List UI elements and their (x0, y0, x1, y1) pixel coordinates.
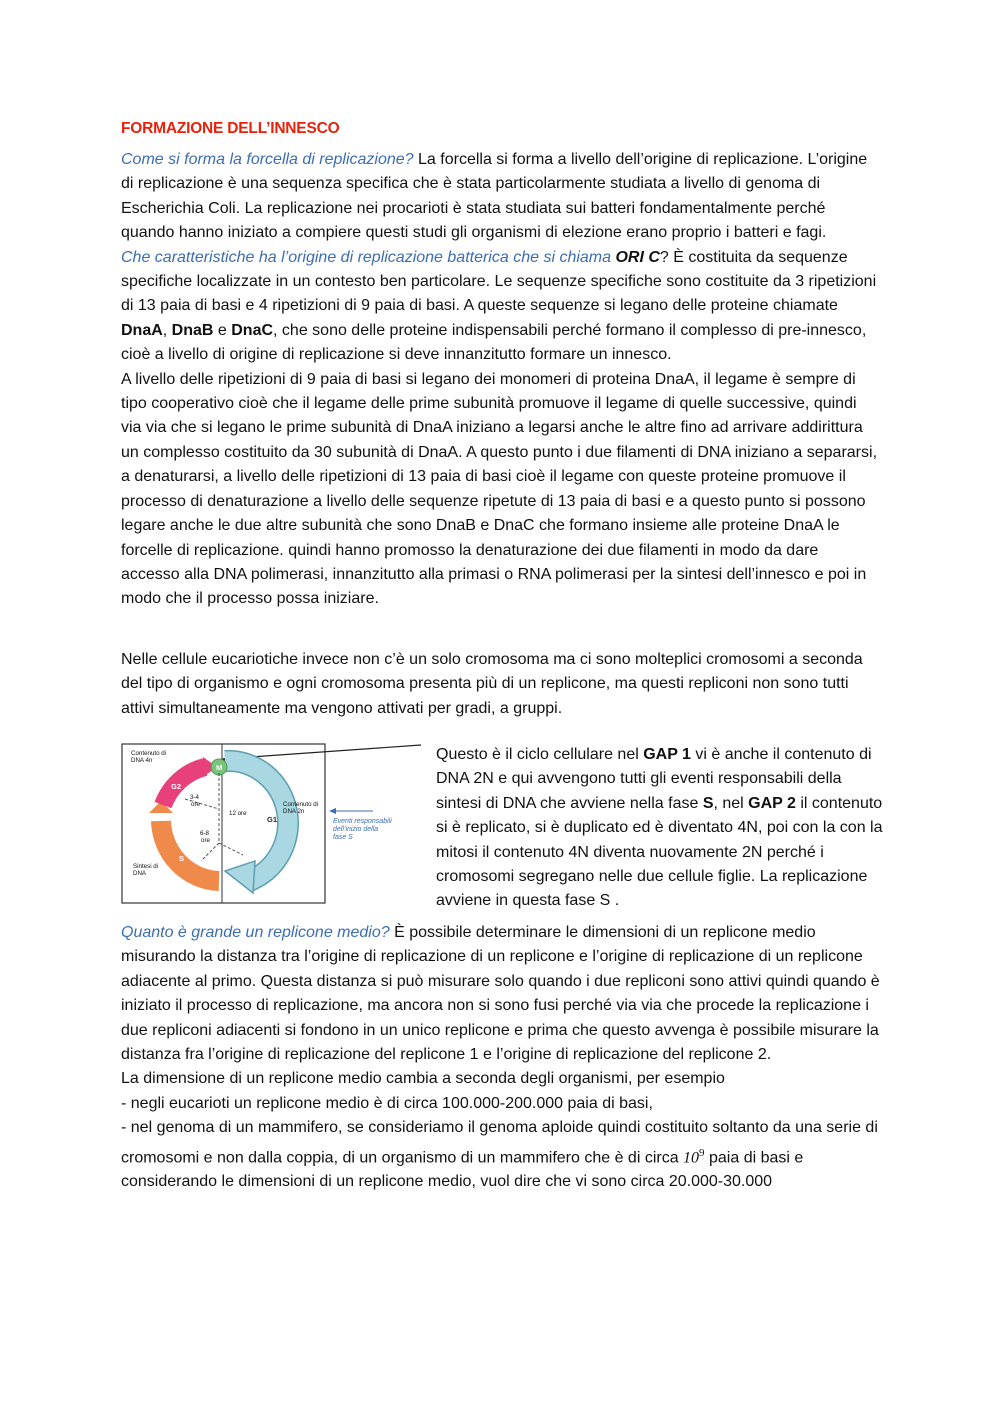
label-content-4n-2: DNA 4n (131, 756, 153, 764)
question-fork: Come si forma la forcella di replicazione? (121, 151, 414, 168)
figure-row (121, 743, 881, 919)
duration-g2-2: ore (191, 800, 200, 808)
list-item-eukaryotes: - negli eucarioti un replicone medio è di circa 100.000-200.000 paia di basi, (121, 1094, 653, 1112)
power-base: 10 (683, 1148, 700, 1166)
question-replicon: Quanto è grande un replicone medio? (121, 923, 390, 941)
paragraph-dnaa-binding: A livello delle ripetizioni di 9 paia di basi si legano dei monomeri di proteina DnaA, il legame è sempre di tipo cooperativo cioè che il legame delle prime subunità promuove il legame di quelle successive, quindi via via che si legano le prime subunità di DnaA iniziano a legarsi anche le altre fino ad arrivare addirittura un complesso costituito da 30 subunità di DnaA. A questo punto i due filamenti di DNA iniziano a separarsi, a denaturarsi, a livello delle ripetizioni di 13 paia di basi cioè il legame con queste proteine promuove il processo di denaturazione a livello delle sequenze ripetute di 13 paia di basi e a questo punto si possono legare anche le due altre subunità che sono DnaB e DnaC che formano insieme alle proteine DnaA le forcelle di replicazione. quindi hanno promosso la denaturazione dei due filamenti in modo da dare accesso alla DNA polimerasi, innanzitutto alla primasi o RNA polimerasi per la sintesi dell’innesco e poi in modo che il processo possa iniziare. (121, 370, 878, 608)
duration-s-2: ore (201, 836, 210, 844)
question-ori-c: Che caratteristiche ha l’origine di replicazione batterica che si chiama (121, 248, 616, 266)
label-sintesi-1: Sintesi di (133, 862, 159, 870)
figure-caption-text: Questo è il ciclo cellulare nel GAP 1 vi è anche il contenuto di DNA 2N e qui avvengono tutti gli eventi responsabili della sintesi di DNA che avviene nella fase S, nel GAP 2 il contenuto si è replicato, si è duplicato ed è diventato 4N, poi con la con la mitosi il contenuto 4N diventa nuovamente 2N perché i cromosomi segregano nelle due cellule figlie. La replicazione avviene in questa fase S . (436, 745, 883, 910)
term-gap2: GAP 2 (748, 794, 796, 812)
cell-cycle-figure (121, 743, 421, 905)
ori-c-term: ORI C (615, 248, 660, 266)
events-note-1: Eventi responsabili (333, 817, 392, 825)
label-content-4n-1: Contenuto di (131, 749, 167, 757)
duration-g2-1: 3-4 (190, 793, 199, 801)
paragraph-eukaryotes: Nelle cellule eucariotiche invece non c’è un solo cromosoma ma ci sono molteplici cromosomi a seconda del tipo di organismo e ogni cromosoma presenta più di un replicone, ma questi repliconi non sono tutti attivi simultaneamente ma vengono attivati per gradi, a gruppi. (121, 650, 863, 717)
section-heading: FORMAZIONE DELL’INNESCO (121, 120, 340, 137)
events-note-3: fase S (333, 833, 353, 841)
phase-s: S (179, 853, 185, 863)
phase-g2: G2 (171, 781, 182, 791)
power-exponent: 9 (699, 1146, 705, 1159)
term-dnac: DnaC (231, 321, 274, 339)
term-dnaa: DnaA (121, 321, 163, 339)
duration-g1: 12 ore (229, 809, 247, 817)
paragraph-replicon-varies: La dimensione di un replicone medio cambia a seconda degli organismi, per esempio (121, 1070, 725, 1088)
label-content-2n-1: Contenuto di (283, 800, 319, 808)
term-s: S (702, 794, 714, 812)
list-item-mammal: - nel genoma di un mammifero, se consideriamo il genoma aploide quindi costituito soltanto da una serie di cromosomi e non dalla coppia, di un organismo di un mammifero che è di circa $10^9$ paia di basi e considerando le dimensioni di un replicone medio, vuol dire che vi sono circa 20.000-30.000 (121, 1119, 878, 1191)
label-content-2n-2: DNA 2n (283, 807, 305, 815)
phase-g1: G1 (267, 814, 278, 824)
term-gap1: GAP 1 (643, 745, 691, 763)
paragraph-ori-c: Che caratteristiche ha l’origine di replicazione batterica che si chiama ORI C? È costituita da sequenze specifiche localizzate in un contesto ben particolare. Le sequenze specifiche sono costituite da 3 ripetizioni di 13 paia di basi e 4 ripetizioni di 9 paia di basi. A queste sequenze si legano delle proteine chiamate DnaA, DnaB e DnaC, che sono delle proteine indispensabili perché formano il complesso di pre-innesco, cioè a livello di origine di replicazione si deve innanzitutto formare un innesco. (121, 248, 877, 364)
phase-m: M (216, 762, 223, 772)
label-sintesi-2: DNA (133, 869, 147, 877)
document-page (121, 120, 881, 1195)
duration-s-1: 6-8 (200, 829, 209, 837)
events-note-2: dell’inizio della (333, 825, 379, 833)
paragraph-fork-formation: Come si forma la forcella di replicazione? La forcella si forma a livello dell’origine di replicazione. L’origine di replicazione è una sequenza specifica che è stata particolarmente studiata a livello di genoma di Escherichia Coli. La replicazione nei procarioti è stata studiata sui batteri fondamentalmente perché quando hanno iniziato a compiere questi studi gli organismi di elezione erano proprio i batteri e fagi. (121, 151, 868, 242)
term-dnab: DnaB (171, 321, 214, 339)
paragraph-replicon-size: Quanto è grande un replicone medio? È possibile determinare le dimensioni di un replicone medio misurando la distanza tra l’origine di replicazione di un replicone e l’origine di replicazione di un replicone adiacente al primo. Questa distanza si può misurare solo quando i due repliconi sono attivi quindi quando è iniziato il processo di replicazione, ma ancora non si sono fusi perché via via che procede la replicazione i due repliconi adiacenti si fondono in un unico replicone e prima che questo avvenga è possibile misurare la distanza fra l’origine di replicazione del replicone 1 e l’origine di replicazione del replicone 2. (121, 923, 880, 1063)
